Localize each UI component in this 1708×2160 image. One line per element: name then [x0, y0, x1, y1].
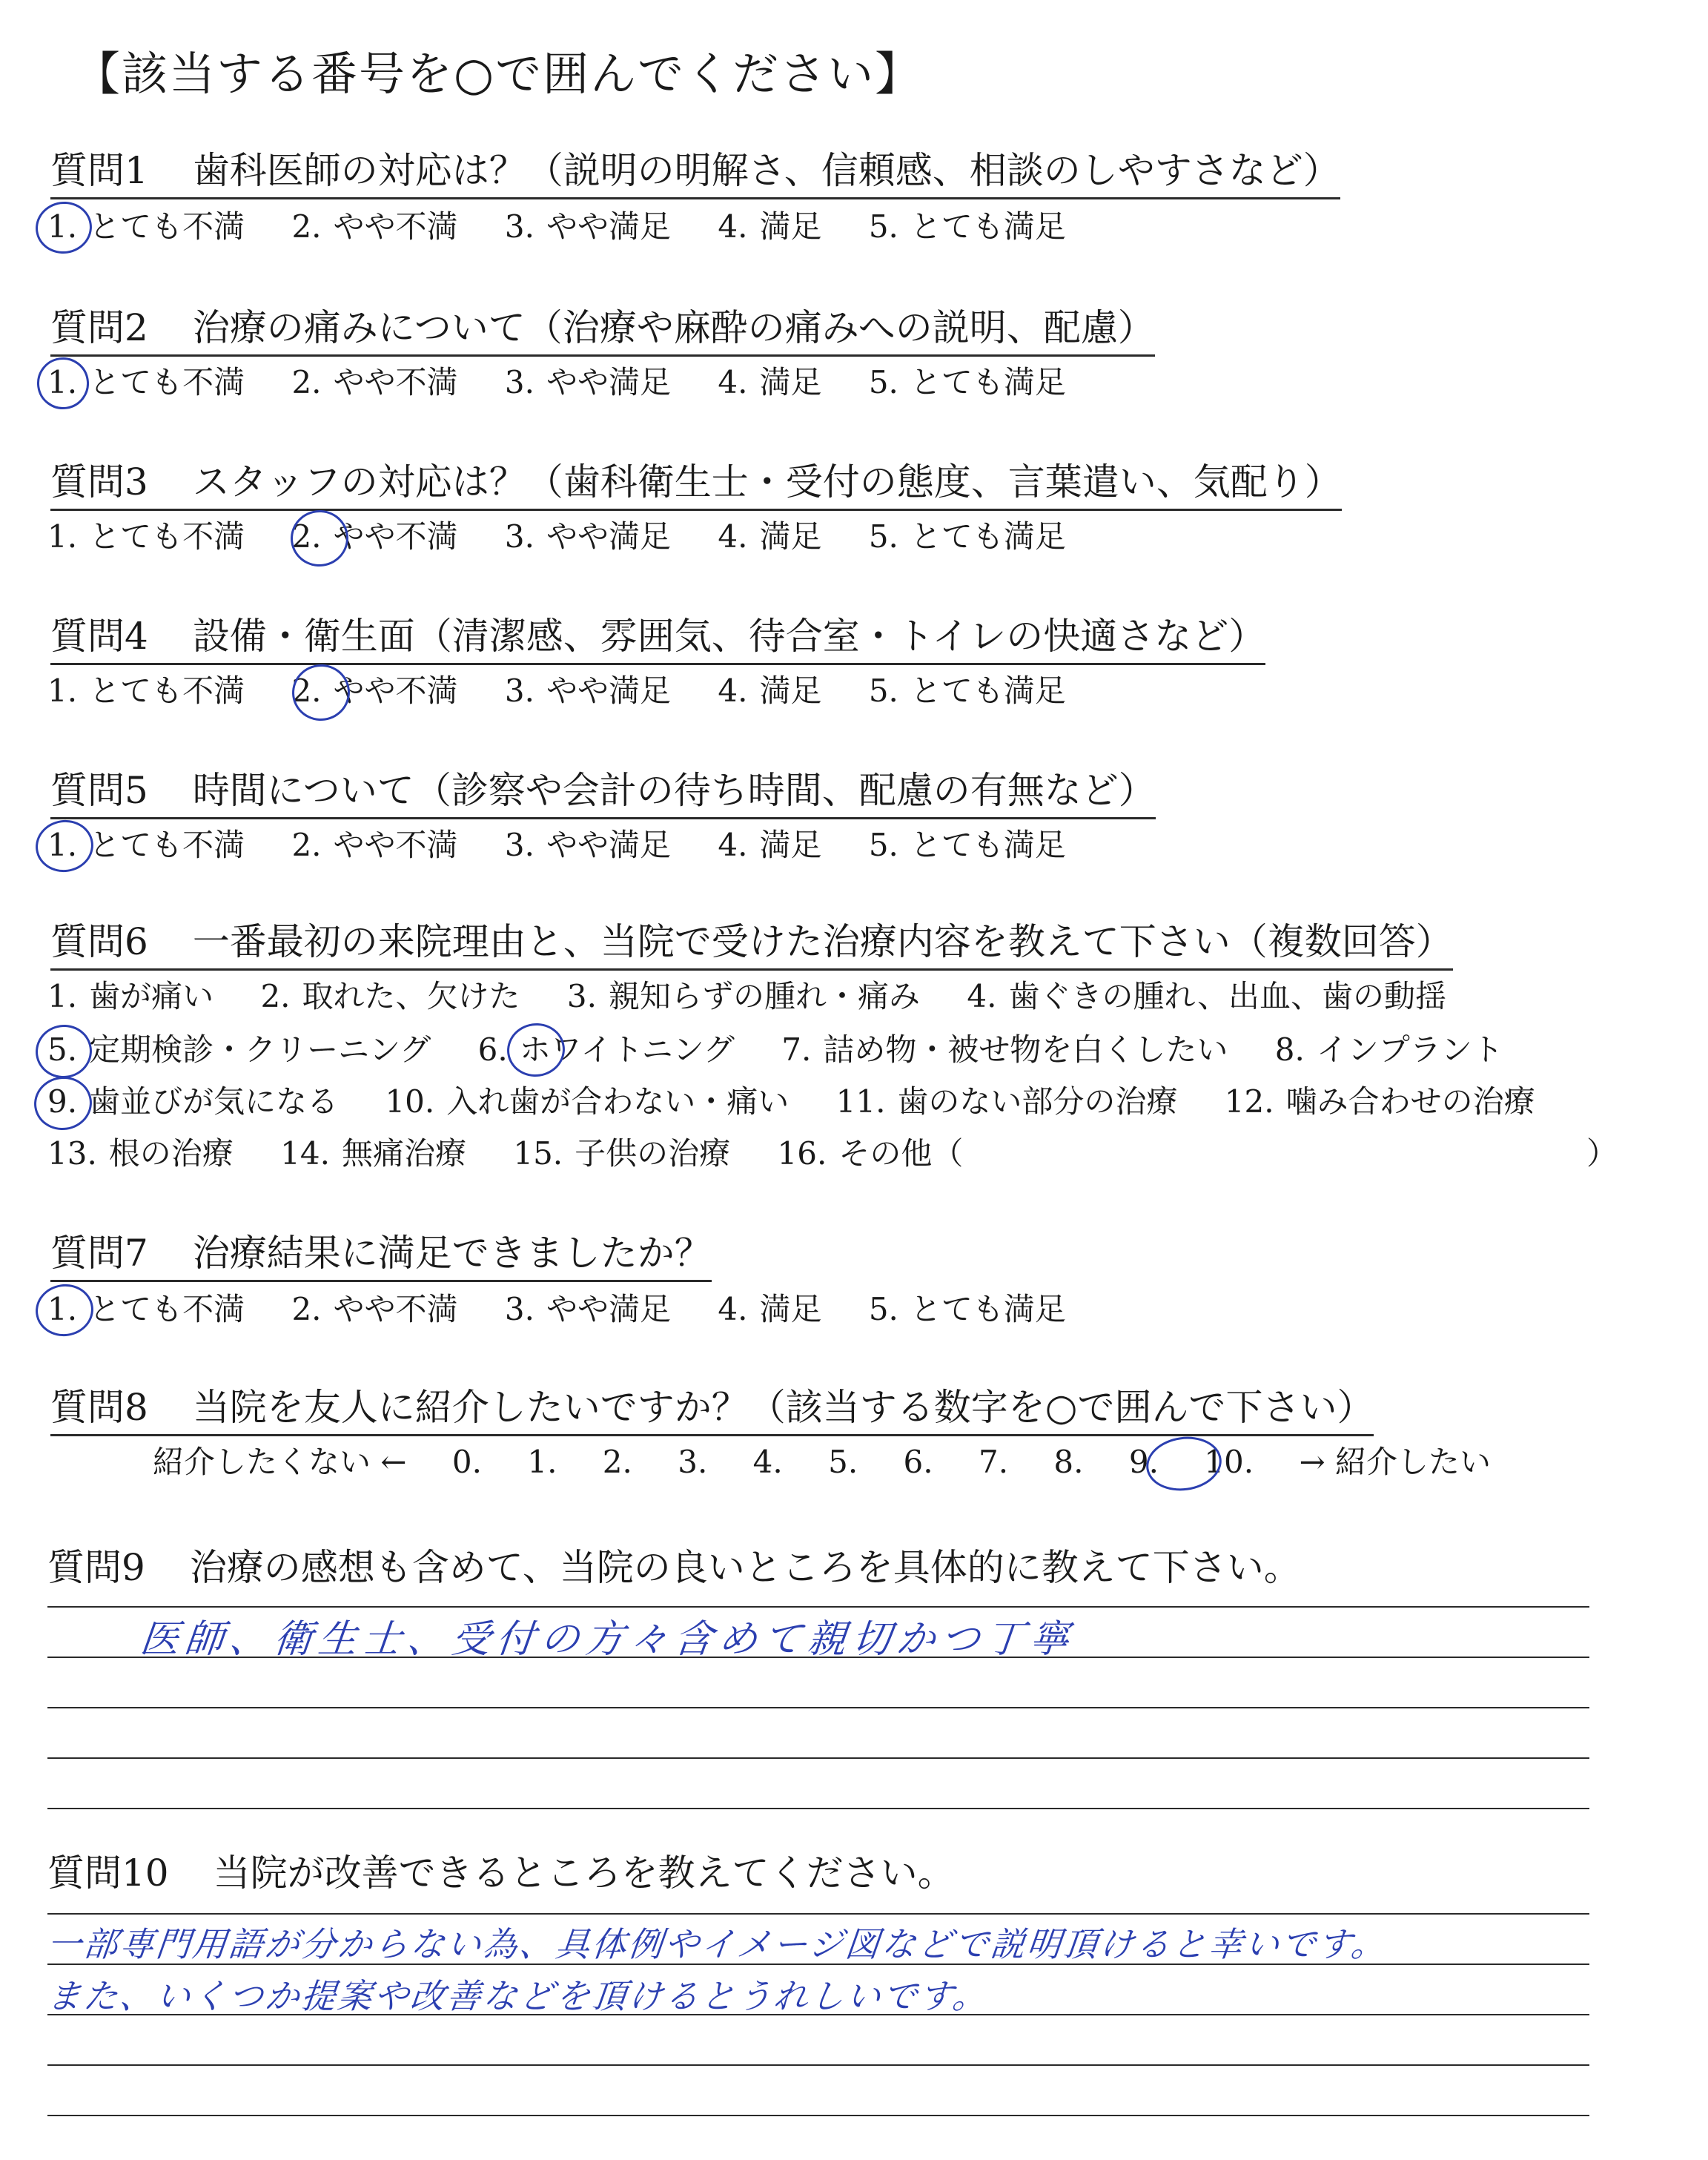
q8-left-label: 紹介したくない ←	[153, 1444, 407, 1480]
q4-opt2-num[interactable]: 2.	[291, 673, 322, 709]
q10-handwritten-answer-line2[interactable]: また、いくつか提案や改善などを頂けるとうれしいです。	[44, 1976, 991, 2016]
q2-opt3-label[interactable]: やや満足	[546, 364, 671, 400]
q4-text: 設備・衛生面（清潔感、雰囲気、待合室・トイレの快適さなど）	[192, 615, 1266, 658]
q8-opt-10[interactable]: 10.	[1204, 1444, 1254, 1480]
q8-opt-1[interactable]: 1.	[527, 1444, 557, 1480]
q5-opt1-label[interactable]: とても不満	[89, 827, 245, 863]
q3-opt4-label[interactable]: 満足	[759, 518, 822, 555]
q3-opt5-label[interactable]: とても満足	[910, 518, 1066, 555]
q6-opt13-num[interactable]: 13.	[47, 1135, 97, 1172]
q2-options[interactable]	[47, 363, 1103, 402]
q8-opt-4[interactable]: 4.	[752, 1444, 783, 1480]
q6-opt3-num[interactable]: 3.	[566, 978, 597, 1014]
q2-opt2-label[interactable]: やや不満	[333, 364, 458, 400]
q6-opt15-num[interactable]: 15.	[513, 1135, 563, 1172]
q10-answer-line-4	[47, 2064, 1589, 2066]
q5-text: 時間について（診察や会計の待ち時間、配慮の有無など）	[192, 769, 1156, 812]
q1-opt2-label[interactable]: やや不満	[333, 208, 458, 245]
q8-opt-9[interactable]: 9.	[1128, 1444, 1159, 1480]
q6-other-close: ）	[1586, 1135, 1618, 1172]
q5-opt4-label[interactable]: 満足	[759, 827, 822, 863]
q6-opt10-label[interactable]: 入れ歯が合わない・痛い	[446, 1083, 790, 1120]
q8-opt-0[interactable]: 0.	[451, 1444, 482, 1480]
q5-options[interactable]	[47, 826, 1103, 865]
q1-opt1-label[interactable]: とても不満	[89, 208, 245, 245]
q7-opt5-num[interactable]: 5.	[868, 1291, 898, 1327]
q9-text: 治療の感想も含めて、当院の良いところを具体的に教えて下さい。	[189, 1546, 1301, 1589]
q3-opt5-num[interactable]: 5.	[868, 518, 898, 555]
q4-selection-circle	[288, 661, 354, 724]
q8-opt-7[interactable]: 7.	[978, 1444, 1009, 1480]
page-title: 【該当する番号を○で囲んでください】	[74, 47, 923, 101]
q5-opt3-label[interactable]: やや満足	[546, 827, 671, 863]
q9-heading	[47, 1545, 1301, 1590]
q5-opt4-num[interactable]: 4.	[718, 827, 748, 863]
q10-answer-line-1	[47, 1913, 1589, 1915]
q4-heading	[50, 614, 1265, 665]
q1-opt4-label[interactable]: 満足	[759, 208, 822, 245]
q6-opt7-label[interactable]: 詰め物・被せ物を白くしたい	[823, 1031, 1228, 1068]
q3-opt3-num[interactable]: 3.	[504, 518, 534, 555]
q4-opt3-num[interactable]: 3.	[504, 673, 534, 709]
q4-opt2-label[interactable]: やや不満	[333, 673, 458, 709]
q9-answer-line-3	[47, 1707, 1589, 1708]
q7-heading	[50, 1231, 712, 1282]
q1-number: 質問1	[50, 149, 148, 192]
q1-text: 歯科医師の対応は？（説明の明解さ、信頼感、相談のしやすさなど）	[192, 149, 1340, 192]
q6-opt11-label[interactable]: 歯のない部分の治療	[897, 1083, 1178, 1120]
q5-opt2-label[interactable]: やや不満	[333, 827, 458, 863]
q9-answer-line-4	[47, 1757, 1589, 1759]
q3-opt1-num[interactable]: 1.	[47, 518, 78, 555]
q5-opt5-num[interactable]: 5.	[868, 827, 898, 863]
q6-row1[interactable]	[47, 977, 1483, 1016]
q8-right-label: → 紹介したい	[1299, 1444, 1491, 1480]
q7-opt2-label[interactable]: やや不満	[333, 1291, 458, 1327]
q6-row2[interactable]	[47, 1031, 1540, 1069]
q6-heading	[50, 919, 1453, 971]
q4-options[interactable]	[47, 672, 1103, 710]
q4-opt3-label[interactable]: やや満足	[546, 673, 671, 709]
q6-opt10-num[interactable]: 10.	[385, 1083, 435, 1120]
q1-opt4-num[interactable]: 4.	[718, 208, 748, 245]
q1-opt1-num[interactable]: 1.	[47, 208, 78, 245]
q6-opt1-label[interactable]: 歯が痛い	[89, 978, 214, 1014]
q8-heading	[50, 1385, 1374, 1436]
q8-opt-5[interactable]: 5.	[828, 1444, 858, 1480]
q6-opt6-num[interactable]: 6.	[477, 1031, 508, 1068]
q6-opt12-label[interactable]: 噛み合わせの治療	[1285, 1083, 1535, 1120]
q6-row3[interactable]	[47, 1083, 1572, 1121]
q6-opt8-label[interactable]: インプラント	[1316, 1031, 1503, 1068]
q7-text: 治療結果に満足できましたか？	[192, 1232, 712, 1275]
q2-opt4-num[interactable]: 4.	[718, 364, 748, 400]
q8-scale[interactable]	[153, 1443, 1526, 1482]
q6-opt9-num[interactable]: 9.	[47, 1083, 78, 1120]
q10-handwritten-answer-line1[interactable]: 一部専門用語が分からない為、具体例やイメージ図などで説明頂けると幸いです。	[44, 1924, 1390, 1964]
q9-number: 質問9	[47, 1546, 145, 1589]
q5-opt1-num[interactable]: 1.	[47, 827, 78, 863]
q6-number: 質問6	[50, 920, 148, 963]
q6-opt14-num[interactable]: 14.	[280, 1135, 330, 1172]
q10-text: 当院が改善できるところを教えてください。	[213, 1852, 955, 1895]
q8-selection-circle	[1142, 1432, 1225, 1495]
q6-opt16-label[interactable]: その他（	[838, 1135, 964, 1172]
q8-number: 質問8	[50, 1386, 148, 1429]
q2-opt2-num[interactable]: 2.	[291, 364, 322, 400]
q6-opt9-label[interactable]: 歯並びが気になる	[89, 1083, 339, 1120]
q6-opt6-circle	[503, 1020, 568, 1080]
q1-opt3-num[interactable]: 3.	[504, 208, 534, 245]
q5-number: 質問5	[50, 769, 148, 812]
q6-opt7-num[interactable]: 7.	[781, 1031, 812, 1068]
q6-opt2-label[interactable]: 取れた、欠けた	[302, 978, 520, 1014]
q7-selection-circle	[33, 1281, 97, 1340]
q3-opt2-label[interactable]: やや不満	[333, 518, 458, 555]
q2-heading	[50, 305, 1155, 357]
q7-opt4-label[interactable]: 満足	[759, 1291, 822, 1327]
q3-opt3-label[interactable]: やや満足	[546, 518, 671, 555]
q6-opt12-num[interactable]: 12.	[1224, 1083, 1274, 1120]
q4-opt1-num[interactable]: 1.	[47, 673, 78, 709]
q5-heading	[50, 768, 1156, 819]
q2-text: 治療の痛みについて（治療や麻酔の痛みへの説明、配慮）	[192, 306, 1155, 349]
q6-opt5-num[interactable]: 5.	[47, 1031, 78, 1068]
q7-opt1-label[interactable]: とても不満	[89, 1291, 245, 1327]
q6-opt16-num[interactable]: 16.	[777, 1135, 827, 1172]
q6-opt15-label[interactable]: 子供の治療	[575, 1135, 731, 1172]
q1-opt5-num[interactable]: 5.	[868, 208, 898, 245]
q3-opt4-num[interactable]: 4.	[718, 518, 748, 555]
q2-opt1-num[interactable]: 1.	[47, 364, 78, 400]
q6-opt4-num[interactable]: 4.	[967, 978, 997, 1014]
q8-opt-8[interactable]: 8.	[1053, 1444, 1084, 1480]
q2-number: 質問2	[50, 306, 148, 349]
q5-opt2-num[interactable]: 2.	[291, 827, 322, 863]
q3-opt1-label[interactable]: とても不満	[89, 518, 245, 555]
q6-opt14-label[interactable]: 無痛治療	[341, 1135, 466, 1172]
q7-opt2-num[interactable]: 2.	[291, 1291, 322, 1327]
q5-selection-circle	[33, 816, 97, 876]
q8-opt-6[interactable]: 6.	[903, 1444, 933, 1480]
q9-answer-line-5	[47, 1808, 1589, 1809]
q2-opt4-label[interactable]: 満足	[759, 364, 822, 400]
q6-opt4-label[interactable]: 歯ぐきの腫れ、出血、歯の動揺	[1008, 978, 1446, 1014]
q6-opt11-num[interactable]: 11.	[835, 1083, 886, 1120]
q6-text: 一番最初の来院理由と、当院で受けた治療内容を教えて下さい（複数回答）	[192, 920, 1453, 963]
q4-opt1-label[interactable]: とても不満	[89, 673, 245, 709]
q3-heading	[50, 460, 1342, 511]
q8-text: 当院を友人に紹介したいですか？（該当する数字を○で囲んで下さい）	[192, 1386, 1374, 1429]
q3-selection-circle	[287, 506, 352, 570]
q6-opt6-label[interactable]: ホワイトニング	[519, 1031, 735, 1068]
q10-answer-line-5	[47, 2115, 1589, 2116]
q1-options[interactable]	[47, 208, 1103, 246]
q10-heading	[47, 1851, 955, 1895]
q7-opt4-num[interactable]: 4.	[718, 1291, 748, 1327]
q1-opt3-label[interactable]: やや満足	[546, 208, 671, 245]
q6-opt2-num[interactable]: 2.	[260, 978, 291, 1014]
q5-opt3-num[interactable]: 3.	[504, 827, 534, 863]
q6-opt1-num[interactable]: 1.	[47, 978, 78, 1014]
q3-options[interactable]	[47, 518, 1103, 556]
q4-opt4-label[interactable]: 満足	[759, 673, 822, 709]
q6-opt8-num[interactable]: 8.	[1274, 1031, 1305, 1068]
q6-opt3-label[interactable]: 親知らずの腫れ・痛み	[608, 978, 920, 1014]
q1-opt5-label[interactable]: とても満足	[910, 208, 1066, 245]
q3-text: スタッフの対応は？（歯科衛生士・受付の態度、言葉遣い、気配り）	[192, 460, 1342, 503]
q2-opt1-label[interactable]: とても不満	[89, 364, 245, 400]
q3-opt2-num[interactable]: 2.	[291, 518, 322, 555]
q1-heading	[50, 148, 1340, 199]
q6-opt5-label[interactable]: 定期検診・クリーニング	[89, 1031, 431, 1068]
q6-opt13-label[interactable]: 根の治療	[108, 1135, 234, 1172]
q4-number: 質問4	[50, 615, 148, 658]
q2-opt3-num[interactable]: 3.	[504, 364, 534, 400]
q8-opt-3[interactable]: 3.	[678, 1444, 708, 1480]
q7-opt5-label[interactable]: とても満足	[910, 1291, 1066, 1327]
q3-number: 質問3	[50, 460, 148, 503]
q10-number: 質問10	[47, 1852, 169, 1895]
q7-opt1-num[interactable]: 1.	[47, 1291, 78, 1327]
q4-opt5-label[interactable]: とても満足	[910, 673, 1066, 709]
q7-options[interactable]	[47, 1290, 1103, 1329]
q7-opt3-label[interactable]: やや満足	[546, 1291, 671, 1327]
q4-opt4-num[interactable]: 4.	[718, 673, 748, 709]
q9-handwritten-answer[interactable]: 医師、衛生士、受付の方々含めて親切かつ丁寧	[138, 1617, 1077, 1662]
q5-opt5-label[interactable]: とても満足	[910, 827, 1066, 863]
q1-opt2-num[interactable]: 2.	[291, 208, 322, 245]
q8-opt-2[interactable]: 2.	[602, 1444, 632, 1480]
q4-opt5-num[interactable]: 5.	[868, 673, 898, 709]
q2-opt5-num[interactable]: 5.	[868, 364, 898, 400]
q7-opt3-num[interactable]: 3.	[504, 1291, 534, 1327]
q6-row4[interactable]	[47, 1135, 1000, 1173]
q7-number: 質問7	[50, 1232, 148, 1275]
q2-opt5-label[interactable]: とても満足	[910, 364, 1066, 400]
